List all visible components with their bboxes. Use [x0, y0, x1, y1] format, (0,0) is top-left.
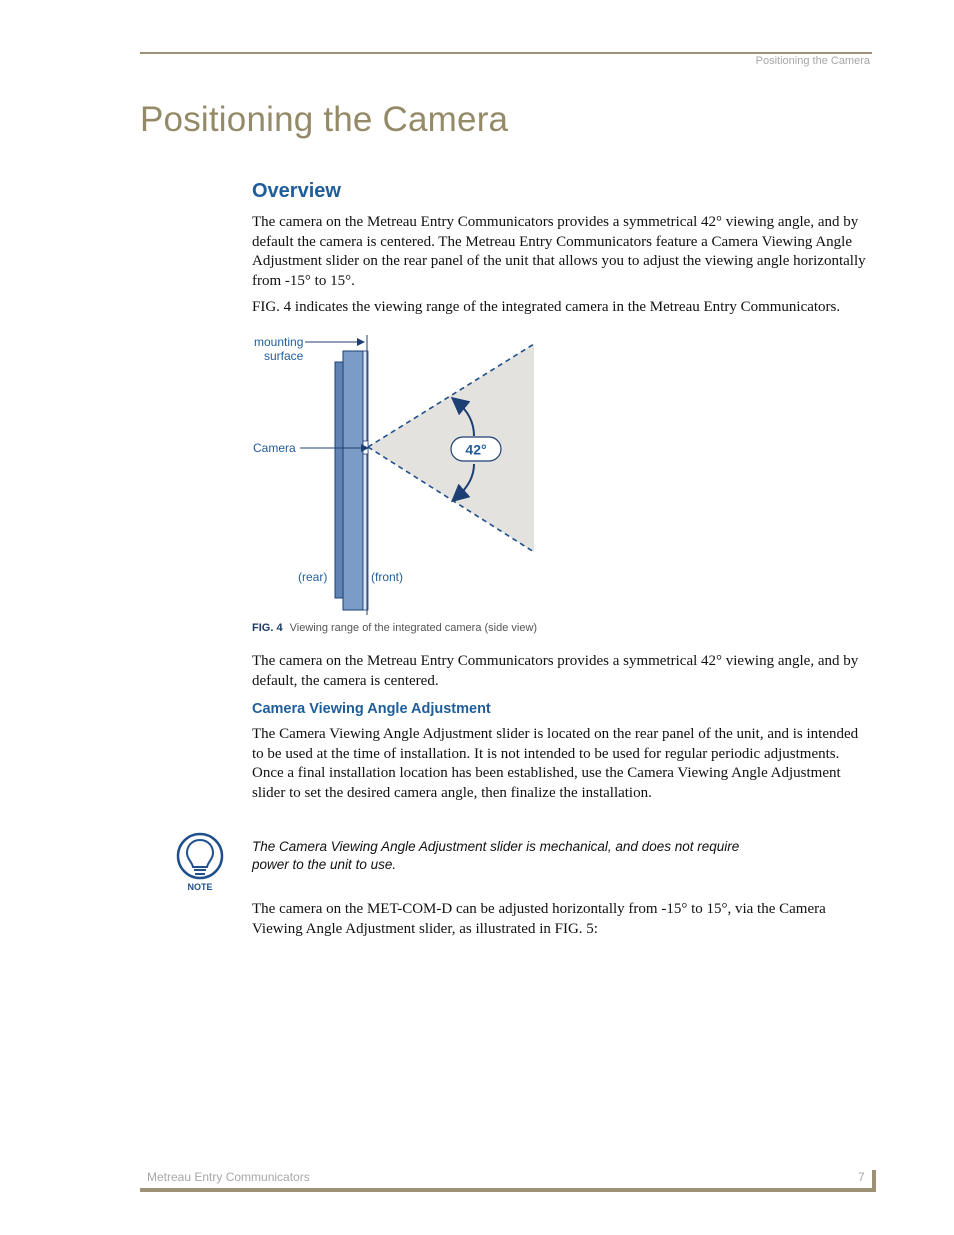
note-text: The Camera Viewing Angle Adjustment slider is mechanical, and does not require power to the unit to use.: [252, 839, 740, 872]
label-rear: (rear): [298, 570, 328, 584]
footer-rule: [140, 1188, 876, 1192]
adjustment-heading: Camera Viewing Angle Adjustment: [252, 701, 491, 717]
overview-heading: Overview: [252, 180, 341, 202]
label-surface: surface: [264, 349, 304, 363]
angle-value: 42°: [465, 441, 487, 458]
closing-paragraph: The camera on the MET-COM-D can be adjusted horizontally from -15° to 15°, via the Camera Viewing Angle Adjustment slider, as illustrated in FIG. 5:: [252, 901, 826, 937]
note-icon: [176, 832, 226, 894]
rear-panel: [335, 362, 343, 598]
footer-tick: [872, 1170, 876, 1192]
label-camera: Camera: [253, 441, 296, 455]
page-title: Positioning the Camera: [140, 100, 509, 139]
camera-viewing-range-figure: [252, 330, 572, 620]
adjustment-paragraph: The Camera Viewing Angle Adjustment slider is located on the rear panel of the unit, and is intended to be used at the time of installation. It is not intended to be used for regular periodic adjustments. Once a final installation location has been established, use the Camera Viewing Angle Adjustment slider to set the desired camera angle, then finalize the installation.: [252, 726, 859, 801]
adjustment-section: [252, 652, 872, 810]
viewing-range-diagram: [252, 330, 572, 620]
footer-document-title: Metreau Entry Communicators: [147, 1170, 310, 1184]
device-body: [343, 351, 363, 610]
figure-caption-label: FIG. 4: [252, 622, 283, 634]
footer-page-number: 7: [858, 1170, 865, 1184]
header-rule: [140, 52, 872, 54]
overview-paragraph-1: The camera on the Metreau Entry Communicators provides a symmetrical 42° viewing angle, and by default the camera is centered. The Metreau Entry Communicators feature a Camera Viewing Angle Adjustment slider on the rear panel of the unit that allows you to adjust the viewing angle horizontally from -15° to 15°.: [252, 214, 866, 289]
overview-section: [252, 180, 872, 325]
overview-paragraph-2: FIG. 4 indicates the viewing range of the integrated camera in the Metreau Entry Communicators.: [252, 299, 841, 315]
default-centered-paragraph: The camera on the Metreau Entry Communicators provides a symmetrical 42° viewing angle, and by default, the camera is centered.: [252, 653, 859, 689]
note-icon-label: NOTE: [187, 882, 213, 892]
figure-caption: [252, 622, 537, 634]
label-front: (front): [371, 570, 404, 584]
closing-section: [252, 900, 872, 946]
figure-caption-text: Viewing range of the integrated camera (side view): [289, 622, 538, 634]
running-head: Positioning the Camera: [755, 55, 870, 67]
label-mounting: mounting: [254, 335, 304, 349]
